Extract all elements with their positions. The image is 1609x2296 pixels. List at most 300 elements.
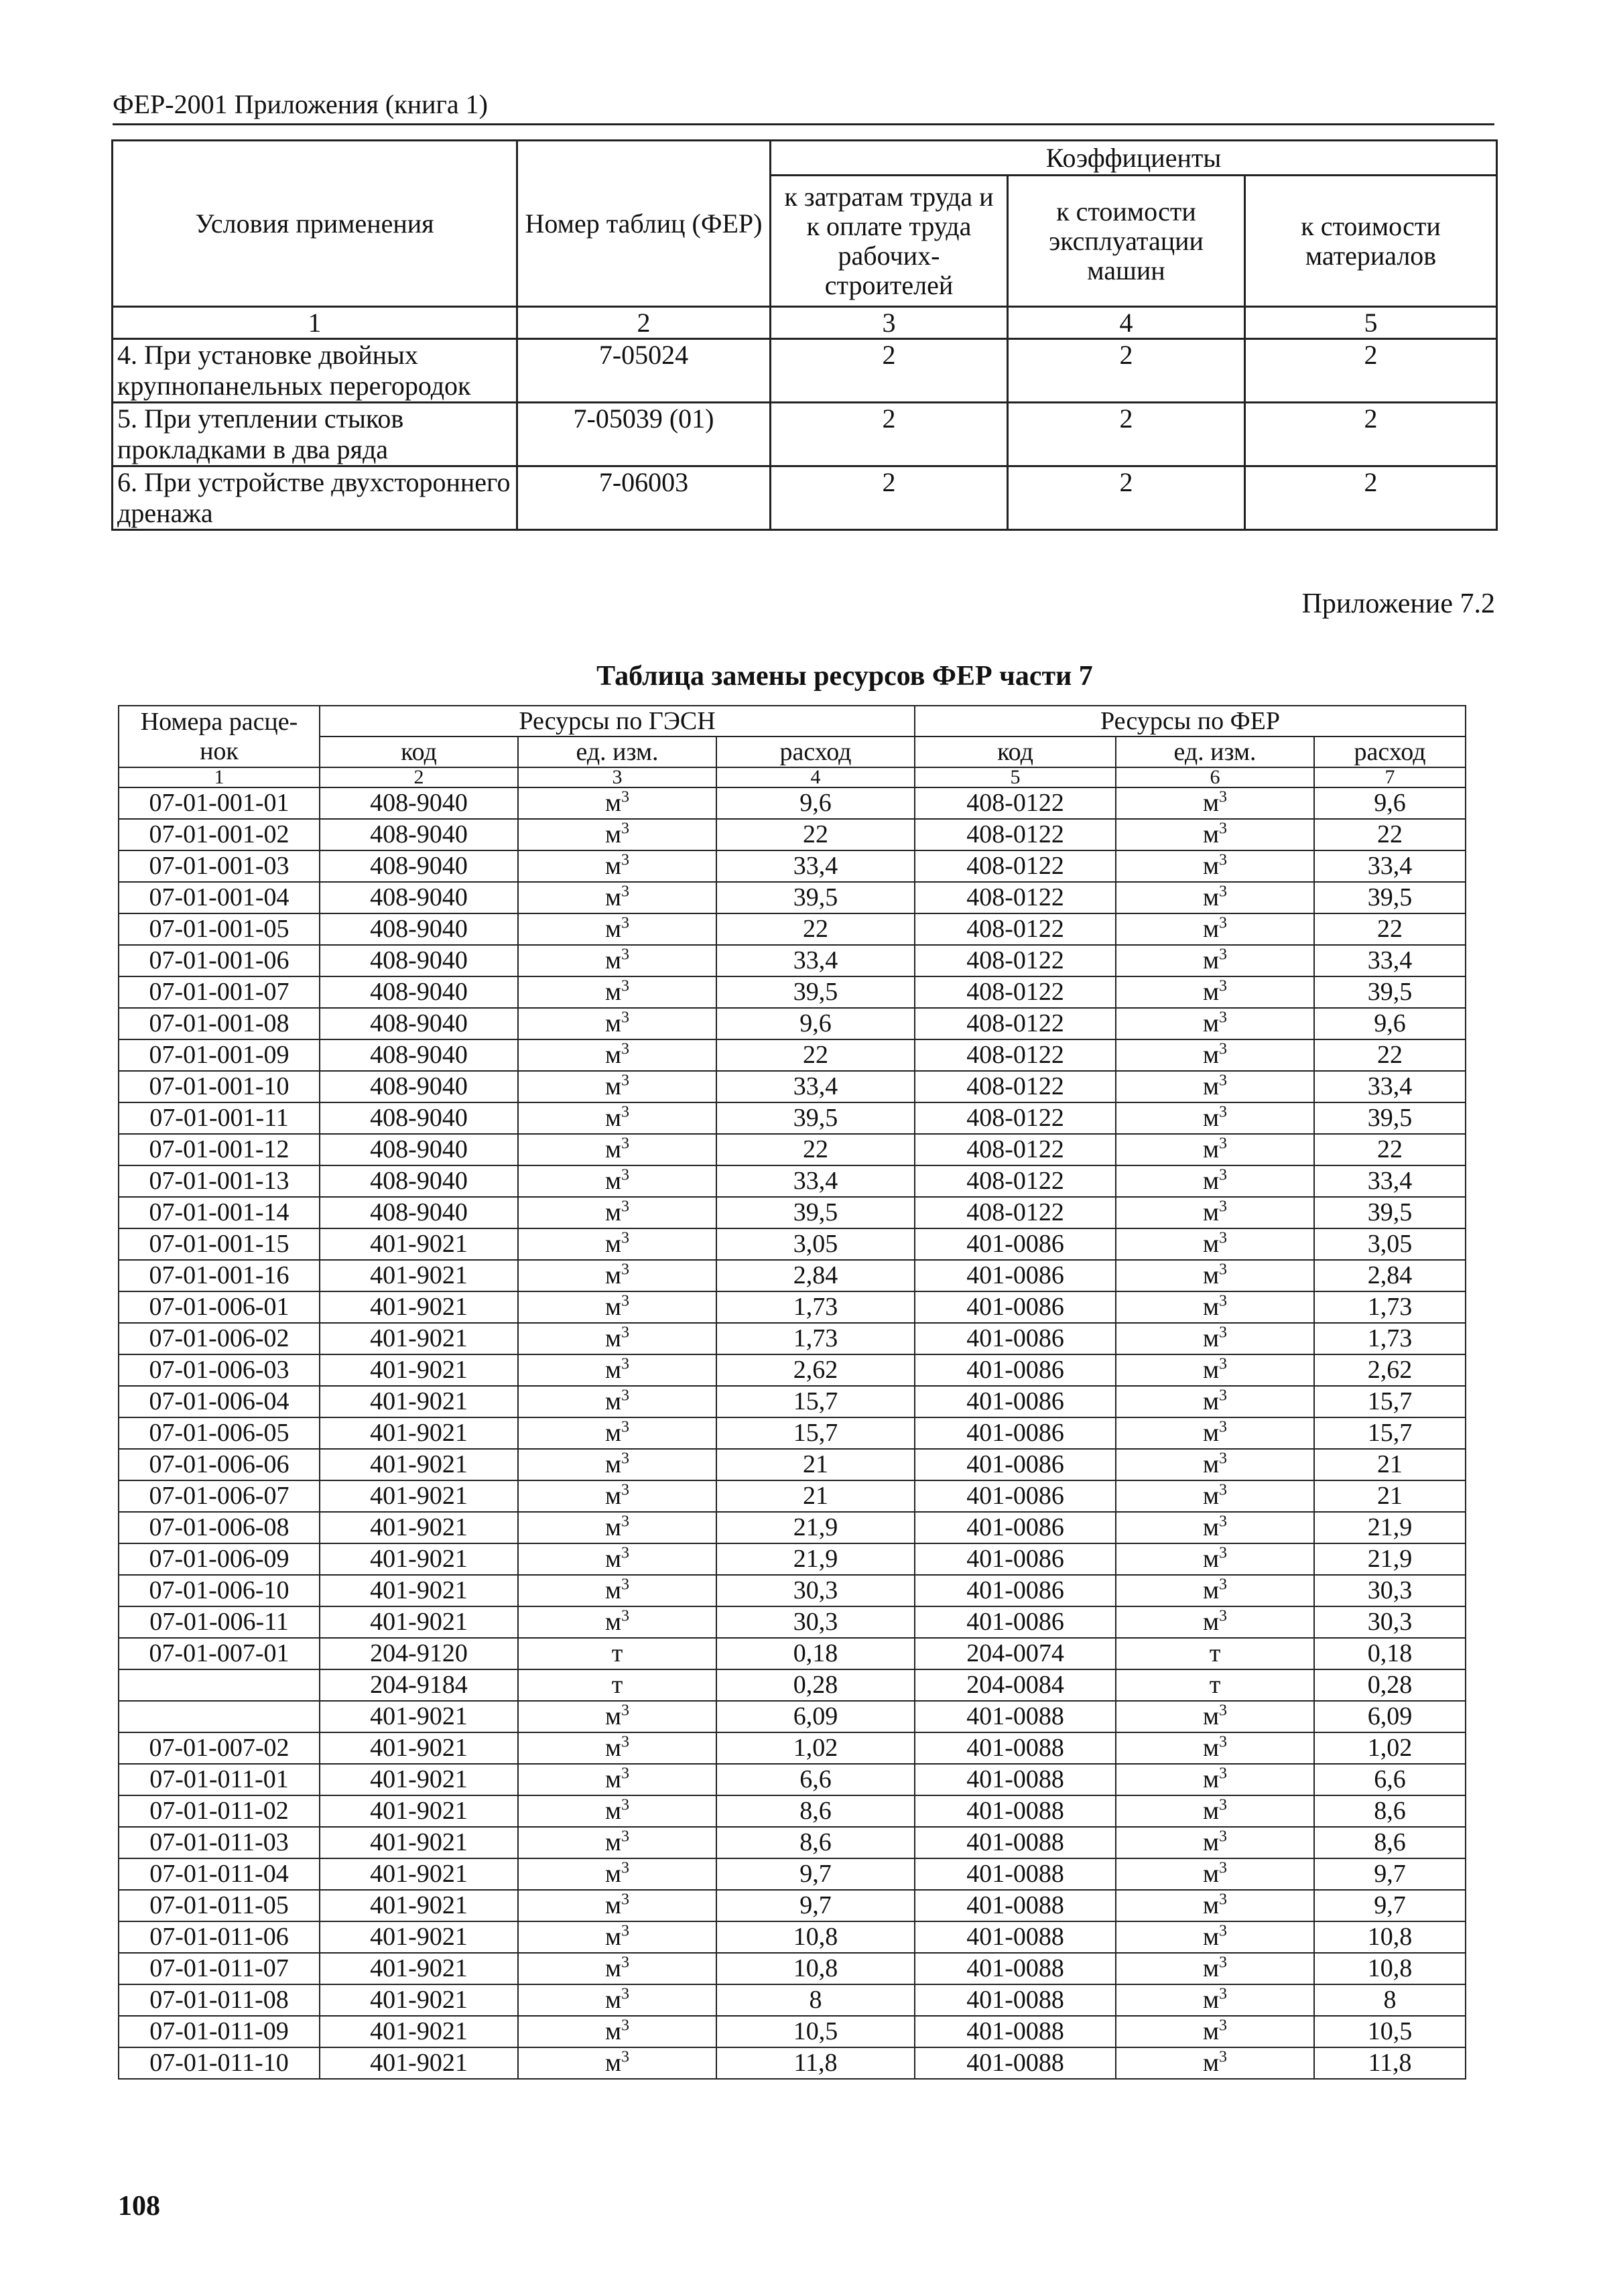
fer-unit-cell: $м^3$ xyxy=(1116,1165,1314,1197)
fer-consumption-cell: 30,3 xyxy=(1314,1606,1466,1638)
rate-number-cell: 07-01-011-03 xyxy=(119,1827,320,1858)
gesn-consumption-cell: 1,73 xyxy=(716,1323,915,1354)
fer-unit-cell: $м^3$ xyxy=(1116,882,1314,913)
fer-consumption-cell: 1,73 xyxy=(1314,1291,1466,1323)
fer-consumption-cell: 22 xyxy=(1314,1134,1466,1165)
gesn-consumption-cell: 0,28 xyxy=(716,1669,915,1701)
gesn-code-cell: 401-9021 xyxy=(320,1606,518,1638)
fer-code-cell: 401-0088 xyxy=(915,1795,1116,1827)
fer-code-cell: 401-0086 xyxy=(915,1512,1116,1543)
rate-number-cell: 07-01-006-08 xyxy=(119,1512,320,1543)
table-row xyxy=(119,1890,1466,1921)
fer-unit-cell: $м^3$ xyxy=(1116,1260,1314,1291)
header-machines: к стоимости эксплуатации машин xyxy=(1008,176,1245,307)
res-column-index: 4 xyxy=(716,767,915,787)
gesn-code-cell: 401-9021 xyxy=(320,1827,518,1858)
fer-code-cell: 408-0122 xyxy=(915,1008,1116,1039)
table-row xyxy=(119,1197,1466,1228)
coef-column-index: 1 xyxy=(113,307,517,339)
fer-consumption-cell: 30,3 xyxy=(1314,1575,1466,1606)
gesn-consumption-cell: 21,9 xyxy=(716,1512,915,1543)
fer-unit-cell: $м^3$ xyxy=(1116,2016,1314,2047)
fer-unit-cell: $м^3$ xyxy=(1116,1701,1314,1732)
table-row xyxy=(119,913,1466,945)
table-row xyxy=(119,1858,1466,1890)
condition-cell: 6. При устройстве двухстороннего дренажа xyxy=(113,466,517,530)
fer-consumption-cell: 22 xyxy=(1314,1039,1466,1071)
gesn-consumption-cell: 33,4 xyxy=(716,1071,915,1102)
fer-consumption-cell: 0,28 xyxy=(1314,1669,1466,1701)
gesn-code-cell: 408-9040 xyxy=(320,1197,518,1228)
gesn-code-cell: 401-9021 xyxy=(320,1701,518,1732)
coefficient-cell: 2 xyxy=(1008,403,1245,466)
rate-number-cell: 07-01-007-01 xyxy=(119,1638,320,1669)
resource-table-title: Таблица замены ресурсов ФЕР части 7 xyxy=(596,661,1093,692)
fer-unit-cell: $м^3$ xyxy=(1116,1323,1314,1354)
gesn-consumption-cell: 9,6 xyxy=(716,1008,915,1039)
header-fer-unit: ед. изм. xyxy=(1116,737,1314,767)
gesn-consumption-cell: 9,7 xyxy=(716,1858,915,1890)
fer-unit-cell: $м^3$ xyxy=(1116,1134,1314,1165)
res-column-index: 2 xyxy=(320,767,518,787)
gesn-unit-cell: $м^3$ xyxy=(518,1795,716,1827)
fer-consumption-cell: 10,8 xyxy=(1314,1953,1466,1984)
gesn-code-cell: 408-9040 xyxy=(320,976,518,1008)
rate-number-cell: 07-01-001-07 xyxy=(119,976,320,1008)
fer-code-cell: 401-0088 xyxy=(915,2016,1116,2047)
fer-code-cell: 408-0122 xyxy=(915,1165,1116,1197)
header-gesn-resources: Ресурсы по ГЭСН xyxy=(320,706,915,737)
table-row xyxy=(119,1606,1466,1638)
gesn-consumption-cell: 30,3 xyxy=(716,1606,915,1638)
gesn-consumption-cell: 22 xyxy=(716,913,915,945)
gesn-consumption-cell: 11,8 xyxy=(716,2047,915,2079)
gesn-unit-cell: $м^3$ xyxy=(518,976,716,1008)
rate-number-cell: 07-01-006-06 xyxy=(119,1449,320,1480)
fer-consumption-cell: 33,4 xyxy=(1314,1071,1466,1102)
gesn-consumption-cell: 2,62 xyxy=(716,1354,915,1386)
fer-consumption-cell: 22 xyxy=(1314,913,1466,945)
rate-number-cell: 07-01-006-05 xyxy=(119,1417,320,1449)
header-gesn-unit: ед. изм. xyxy=(518,737,716,767)
fer-unit-cell: $м^3$ xyxy=(1116,1071,1314,1102)
rate-number-cell: 07-01-006-04 xyxy=(119,1386,320,1417)
gesn-unit-cell: $м^3$ xyxy=(518,1354,716,1386)
fer-code-cell: 401-0086 xyxy=(915,1228,1116,1260)
fer-consumption-cell: 1,02 xyxy=(1314,1732,1466,1764)
fer-consumption-cell: 0,18 xyxy=(1314,1638,1466,1669)
fer-unit-cell: $м^3$ xyxy=(1116,1228,1314,1260)
resource-replacement-table xyxy=(118,705,1466,2080)
gesn-unit-cell: $м^3$ xyxy=(518,1008,716,1039)
rate-number-cell: 07-01-001-14 xyxy=(119,1197,320,1228)
fer-unit-cell: $м^3$ xyxy=(1116,850,1314,882)
coef-column-index: 2 xyxy=(517,307,771,339)
fer-unit-cell: $м^3$ xyxy=(1116,1039,1314,1071)
gesn-consumption-cell: 8,6 xyxy=(716,1795,915,1827)
gesn-code-cell: 204-9120 xyxy=(320,1638,518,1669)
fer-consumption-cell: 10,8 xyxy=(1314,1921,1466,1953)
fer-consumption-cell: 9,6 xyxy=(1314,1008,1466,1039)
gesn-code-cell: 408-9040 xyxy=(320,819,518,850)
gesn-unit-cell: $м^3$ xyxy=(518,787,716,819)
fer-consumption-cell: 8,6 xyxy=(1314,1795,1466,1827)
rate-number-cell: 07-01-001-08 xyxy=(119,1008,320,1039)
gesn-unit-cell: $м^3$ xyxy=(518,882,716,913)
fer-unit-cell: $м^3$ xyxy=(1116,2047,1314,2079)
fer-unit-cell: $м^3$ xyxy=(1116,1386,1314,1417)
fer-consumption-cell: 9,7 xyxy=(1314,1890,1466,1921)
gesn-unit-cell: $м^3$ xyxy=(518,2016,716,2047)
fer-code-cell: 408-0122 xyxy=(915,1134,1116,1165)
gesn-consumption-cell: 0,18 xyxy=(716,1638,915,1669)
fer-consumption-cell: 9,7 xyxy=(1314,1858,1466,1890)
table-row xyxy=(119,1638,1466,1669)
fer-unit-cell: $м^3$ xyxy=(1116,1732,1314,1764)
fer-unit-cell: $м^3$ xyxy=(1116,1575,1314,1606)
rate-number-cell: 07-01-011-07 xyxy=(119,1953,320,1984)
gesn-consumption-cell: 10,8 xyxy=(716,1921,915,1953)
gesn-unit-cell: т xyxy=(518,1669,716,1701)
gesn-consumption-cell: 1,73 xyxy=(716,1291,915,1323)
fer-code-cell: 401-0088 xyxy=(915,1984,1116,2016)
rate-number-cell: 07-01-001-04 xyxy=(119,882,320,913)
fer-consumption-cell: 6,6 xyxy=(1314,1764,1466,1795)
table-row xyxy=(119,1291,1466,1323)
gesn-code-cell: 401-9021 xyxy=(320,1795,518,1827)
gesn-consumption-cell: 10,5 xyxy=(716,2016,915,2047)
fer-unit-cell: $м^3$ xyxy=(1116,1795,1314,1827)
table-row xyxy=(119,1827,1466,1858)
rate-number-cell: 07-01-011-01 xyxy=(119,1764,320,1795)
fer-code-cell: 401-0086 xyxy=(915,1291,1116,1323)
fer-consumption-cell: 33,4 xyxy=(1314,850,1466,882)
rate-number-cell: 07-01-001-01 xyxy=(119,787,320,819)
gesn-code-cell: 401-9021 xyxy=(320,1228,518,1260)
gesn-code-cell: 408-9040 xyxy=(320,1102,518,1134)
fer-code-cell: 401-0088 xyxy=(915,2047,1116,2079)
rate-number-cell: 07-01-011-08 xyxy=(119,1984,320,2016)
rate-number-cell: 07-01-011-10 xyxy=(119,2047,320,2079)
header-gesn-consumption: расход xyxy=(716,737,915,767)
gesn-unit-cell: $м^3$ xyxy=(518,1165,716,1197)
res-column-index: 3 xyxy=(518,767,716,787)
fer-unit-cell: $м^3$ xyxy=(1116,1953,1314,1984)
rate-number-cell: 07-01-006-07 xyxy=(119,1480,320,1512)
fer-code-cell: 401-0088 xyxy=(915,1858,1116,1890)
gesn-consumption-cell: 33,4 xyxy=(716,850,915,882)
fer-unit-cell: $м^3$ xyxy=(1116,1417,1314,1449)
table-row xyxy=(113,403,1497,466)
fer-consumption-cell: 15,7 xyxy=(1314,1386,1466,1417)
fer-consumption-cell: 33,4 xyxy=(1314,945,1466,976)
fer-code-cell: 204-0084 xyxy=(915,1669,1116,1701)
fer-code-cell: 401-0086 xyxy=(915,1606,1116,1638)
gesn-consumption-cell: 33,4 xyxy=(716,945,915,976)
rate-number-cell: 07-01-011-02 xyxy=(119,1795,320,1827)
gesn-code-cell: 401-9021 xyxy=(320,1386,518,1417)
fer-unit-cell: $м^3$ xyxy=(1116,1890,1314,1921)
gesn-code-cell: 401-9021 xyxy=(320,1323,518,1354)
table-row xyxy=(119,1323,1466,1354)
gesn-code-cell: 401-9021 xyxy=(320,1543,518,1575)
table-row xyxy=(119,882,1466,913)
gesn-unit-cell: $м^3$ xyxy=(518,1386,716,1417)
running-header: ФЕР-2001 Приложения (книга 1) xyxy=(113,88,1494,125)
rate-number-cell xyxy=(119,1701,320,1732)
fer-unit-cell: $м^3$ xyxy=(1116,1197,1314,1228)
header-rate-number: Номера расце-нок xyxy=(119,706,320,767)
table-row xyxy=(119,1543,1466,1575)
rate-number-cell: 07-01-006-10 xyxy=(119,1575,320,1606)
fer-unit-cell: $м^3$ xyxy=(1116,1858,1314,1890)
fer-unit-cell: $м^3$ xyxy=(1116,945,1314,976)
fer-code-cell: 401-0086 xyxy=(915,1417,1116,1449)
rate-number-cell: 07-01-006-03 xyxy=(119,1354,320,1386)
gesn-code-cell: 408-9040 xyxy=(320,945,518,976)
gesn-unit-cell: $м^3$ xyxy=(518,1228,716,1260)
fer-code-cell: 408-0122 xyxy=(915,1039,1116,1071)
fer-code-cell: 408-0122 xyxy=(915,945,1116,976)
gesn-consumption-cell: 39,5 xyxy=(716,1102,915,1134)
gesn-code-cell: 401-9021 xyxy=(320,1417,518,1449)
header-labor: к затратам труда и к оплате труда рабочих-строителей xyxy=(771,176,1008,307)
table-row xyxy=(119,1512,1466,1543)
table-row xyxy=(119,787,1466,819)
coefficient-cell: 2 xyxy=(1245,466,1497,530)
gesn-unit-cell: $м^3$ xyxy=(518,945,716,976)
gesn-code-cell: 408-9040 xyxy=(320,913,518,945)
fer-consumption-cell: 8 xyxy=(1314,1984,1466,2016)
table-row xyxy=(119,1386,1466,1417)
gesn-code-cell: 401-9021 xyxy=(320,1512,518,1543)
gesn-code-cell: 408-9040 xyxy=(320,787,518,819)
gesn-code-cell: 401-9021 xyxy=(320,1953,518,1984)
coefficient-cell: 2 xyxy=(1245,403,1497,466)
gesn-consumption-cell: 9,7 xyxy=(716,1890,915,1921)
condition-cell: 4. При установке двойных крупнопанельных перегородок xyxy=(113,339,517,403)
gesn-unit-cell: $м^3$ xyxy=(518,1291,716,1323)
table-row xyxy=(113,466,1497,530)
gesn-code-cell: 408-9040 xyxy=(320,882,518,913)
gesn-unit-cell: $м^3$ xyxy=(518,1827,716,1858)
table-row xyxy=(119,850,1466,882)
fer-unit-cell: $м^3$ xyxy=(1116,1102,1314,1134)
gesn-unit-cell: $м^3$ xyxy=(518,1984,716,2016)
fer-code-cell: 401-0086 xyxy=(915,1449,1116,1480)
table-row xyxy=(119,1008,1466,1039)
header-fer-consumption: расход xyxy=(1314,737,1466,767)
fer-unit-cell: $м^3$ xyxy=(1116,1291,1314,1323)
coefficient-cell: 2 xyxy=(771,403,1008,466)
gesn-code-cell: 408-9040 xyxy=(320,1134,518,1165)
header-coefficients: Коэффициенты xyxy=(771,141,1497,176)
fer-consumption-cell: 1,73 xyxy=(1314,1323,1466,1354)
fer-unit-cell: $м^3$ xyxy=(1116,1543,1314,1575)
header-conditions: Условия применения xyxy=(113,141,517,307)
gesn-unit-cell: $м^3$ xyxy=(518,1921,716,1953)
header-fer-resources: Ресурсы по ФЕР xyxy=(915,706,1466,737)
gesn-code-cell: 401-9021 xyxy=(320,1890,518,1921)
gesn-unit-cell: $м^3$ xyxy=(518,913,716,945)
table-row xyxy=(119,1701,1466,1732)
table-row xyxy=(119,1165,1466,1197)
gesn-consumption-cell: 33,4 xyxy=(716,1165,915,1197)
table-row xyxy=(119,1732,1466,1764)
gesn-code-cell: 401-9021 xyxy=(320,1354,518,1386)
fer-unit-cell: $м^3$ xyxy=(1116,1984,1314,2016)
gesn-unit-cell: $м^3$ xyxy=(518,1764,716,1795)
rate-number-cell: 07-01-001-10 xyxy=(119,1071,320,1102)
table-row xyxy=(119,945,1466,976)
table-row xyxy=(119,1134,1466,1165)
rate-number-cell: 07-01-011-09 xyxy=(119,2016,320,2047)
gesn-consumption-cell: 9,6 xyxy=(716,787,915,819)
gesn-consumption-cell: 39,5 xyxy=(716,976,915,1008)
table-row xyxy=(119,1953,1466,1984)
gesn-unit-cell: $м^3$ xyxy=(518,850,716,882)
gesn-code-cell: 401-9021 xyxy=(320,2047,518,2079)
gesn-unit-cell: $м^3$ xyxy=(518,1480,716,1512)
table-row xyxy=(119,1795,1466,1827)
fer-consumption-cell: 21 xyxy=(1314,1480,1466,1512)
fer-consumption-cell: 21 xyxy=(1314,1449,1466,1480)
fer-code-cell: 401-0088 xyxy=(915,1921,1116,1953)
fer-code-cell: 401-0088 xyxy=(915,1701,1116,1732)
gesn-unit-cell: $м^3$ xyxy=(518,1512,716,1543)
fer-code-cell: 401-0086 xyxy=(915,1543,1116,1575)
fer-code-cell: 408-0122 xyxy=(915,1071,1116,1102)
gesn-consumption-cell: 1,02 xyxy=(716,1732,915,1764)
gesn-code-cell: 401-9021 xyxy=(320,1260,518,1291)
table-row xyxy=(119,819,1466,850)
rate-number-cell: 07-01-006-01 xyxy=(119,1291,320,1323)
rate-number-cell: 07-01-001-06 xyxy=(119,945,320,976)
coef-column-index: 4 xyxy=(1008,307,1245,339)
table-row xyxy=(119,1102,1466,1134)
rate-number-cell: 07-01-001-03 xyxy=(119,850,320,882)
fer-unit-cell: $м^3$ xyxy=(1116,1512,1314,1543)
gesn-code-cell: 401-9021 xyxy=(320,1732,518,1764)
coefficient-cell: 2 xyxy=(1008,466,1245,530)
fer-code-cell: 408-0122 xyxy=(915,882,1116,913)
appendix-label: Приложение 7.2 xyxy=(1301,588,1495,619)
gesn-code-cell: 408-9040 xyxy=(320,1008,518,1039)
table-number-cell: 7-05024 xyxy=(517,339,771,403)
fer-consumption-cell: 39,5 xyxy=(1314,1197,1466,1228)
fer-unit-cell: $м^3$ xyxy=(1116,787,1314,819)
gesn-code-cell: 408-9040 xyxy=(320,1039,518,1071)
gesn-consumption-cell: 30,3 xyxy=(716,1575,915,1606)
fer-consumption-cell: 21,9 xyxy=(1314,1512,1466,1543)
gesn-unit-cell: $м^3$ xyxy=(518,819,716,850)
gesn-consumption-cell: 39,5 xyxy=(716,1197,915,1228)
gesn-code-cell: 408-9040 xyxy=(320,1071,518,1102)
fer-consumption-cell: 3,05 xyxy=(1314,1228,1466,1260)
gesn-unit-cell: $м^3$ xyxy=(518,1953,716,1984)
gesn-code-cell: 401-9021 xyxy=(320,2016,518,2047)
rate-number-cell: 07-01-007-02 xyxy=(119,1732,320,1764)
fer-unit-cell: $м^3$ xyxy=(1116,1480,1314,1512)
gesn-code-cell: 401-9021 xyxy=(320,1480,518,1512)
table-row xyxy=(119,2016,1466,2047)
gesn-unit-cell: $м^3$ xyxy=(518,1260,716,1291)
header-gesn-code: код xyxy=(320,737,518,767)
res-column-index: 5 xyxy=(915,767,1116,787)
fer-consumption-cell: 6,09 xyxy=(1314,1701,1466,1732)
rate-number-cell: 07-01-001-11 xyxy=(119,1102,320,1134)
gesn-unit-cell: $м^3$ xyxy=(518,1575,716,1606)
gesn-code-cell: 401-9021 xyxy=(320,1449,518,1480)
table-row xyxy=(119,1669,1466,1701)
fer-unit-cell: $м^3$ xyxy=(1116,1008,1314,1039)
coefficient-cell: 2 xyxy=(771,466,1008,530)
coefficient-cell: 2 xyxy=(1008,339,1245,403)
rate-number-cell: 07-01-001-02 xyxy=(119,819,320,850)
header-materials: к стоимости материалов xyxy=(1245,176,1497,307)
gesn-code-cell: 408-9040 xyxy=(320,850,518,882)
gesn-code-cell: 401-9021 xyxy=(320,1984,518,2016)
table-row xyxy=(119,1575,1466,1606)
rate-number-cell: 07-01-001-16 xyxy=(119,1260,320,1291)
gesn-consumption-cell: 21,9 xyxy=(716,1543,915,1575)
table-row xyxy=(119,1764,1466,1795)
coef-column-index: 5 xyxy=(1245,307,1497,339)
gesn-consumption-cell: 21 xyxy=(716,1449,915,1480)
fer-unit-cell: т xyxy=(1116,1669,1314,1701)
gesn-code-cell: 401-9021 xyxy=(320,1575,518,1606)
fer-code-cell: 408-0122 xyxy=(915,819,1116,850)
gesn-consumption-cell: 22 xyxy=(716,819,915,850)
gesn-unit-cell: $м^3$ xyxy=(518,1890,716,1921)
fer-code-cell: 401-0086 xyxy=(915,1575,1116,1606)
gesn-consumption-cell: 6,09 xyxy=(716,1701,915,1732)
fer-consumption-cell: 39,5 xyxy=(1314,976,1466,1008)
fer-unit-cell: $м^3$ xyxy=(1116,1606,1314,1638)
fer-unit-cell: $м^3$ xyxy=(1116,1354,1314,1386)
gesn-unit-cell: $м^3$ xyxy=(518,1606,716,1638)
gesn-consumption-cell: 15,7 xyxy=(716,1417,915,1449)
table-row xyxy=(119,2047,1466,2079)
gesn-consumption-cell: 22 xyxy=(716,1134,915,1165)
fer-consumption-cell: 11,8 xyxy=(1314,2047,1466,2079)
coef-column-index: 3 xyxy=(771,307,1008,339)
header-table-number: Номер таблиц (ФЕР) xyxy=(517,141,771,307)
table-row xyxy=(119,1984,1466,2016)
gesn-code-cell: 204-9184 xyxy=(320,1669,518,1701)
table-number-cell: 7-05039 (01) xyxy=(517,403,771,466)
gesn-unit-cell: $м^3$ xyxy=(518,1039,716,1071)
fer-consumption-cell: 10,5 xyxy=(1314,2016,1466,2047)
gesn-consumption-cell: 21 xyxy=(716,1480,915,1512)
rate-number-cell: 07-01-001-15 xyxy=(119,1228,320,1260)
fer-unit-cell: $м^3$ xyxy=(1116,819,1314,850)
gesn-code-cell: 401-9021 xyxy=(320,1858,518,1890)
fer-consumption-cell: 2,84 xyxy=(1314,1260,1466,1291)
gesn-consumption-cell: 3,05 xyxy=(716,1228,915,1260)
gesn-unit-cell: т xyxy=(518,1638,716,1669)
gesn-consumption-cell: 8 xyxy=(716,1984,915,2016)
gesn-consumption-cell: 22 xyxy=(716,1039,915,1071)
table-row xyxy=(119,1921,1466,1953)
table-row xyxy=(119,1071,1466,1102)
fer-consumption-cell: 9,6 xyxy=(1314,787,1466,819)
gesn-unit-cell: $м^3$ xyxy=(518,1071,716,1102)
res-column-index: 6 xyxy=(1116,767,1314,787)
rate-number-cell: 07-01-001-09 xyxy=(119,1039,320,1071)
gesn-unit-cell: $м^3$ xyxy=(518,1323,716,1354)
fer-code-cell: 408-0122 xyxy=(915,976,1116,1008)
